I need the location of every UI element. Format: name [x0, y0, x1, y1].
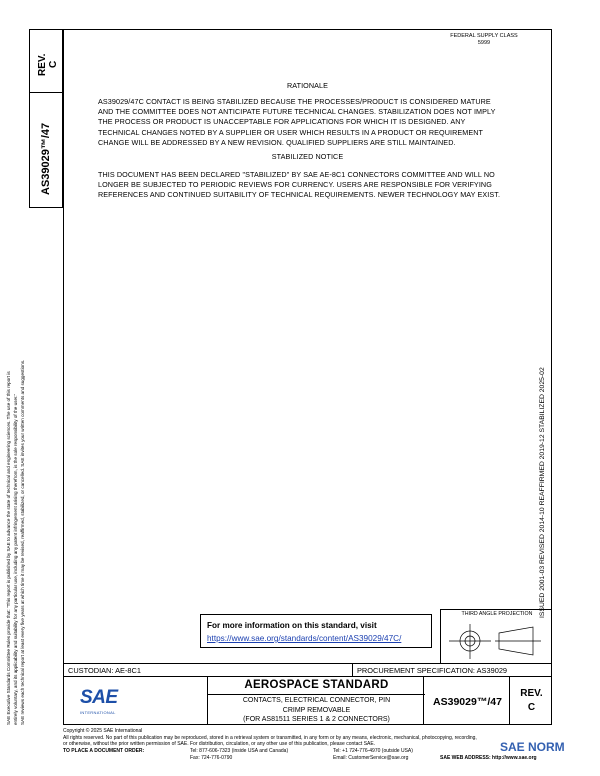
legal-notice-line-2: entirely voluntary, and its applicability and suitability for any particular use, including any patent infringement arising therefrom, is the sole responsibility of the user.": [13, 393, 18, 725]
rev-value: C: [527, 702, 536, 713]
fsc-value: 5999: [477, 40, 491, 46]
doc-number: AS39029™/47: [433, 696, 502, 708]
rights-text-1: All rights reserved. No part of this publication may be reproduced, stored in a retrieval system or transmitted, in any form or by any means, electronic, mechanical, photocopying, recording,: [63, 734, 477, 741]
rationale-line: TECHNICAL CHANGES NOTED BY A SUPPLIER OR USER WHICH RESULTS IN A PRODUCT OR REQUIREMENT: [98, 127, 484, 137]
title-cell: [207, 676, 424, 725]
tel-outside: Tel: +1 724-776-4970 (outside USA): [333, 748, 413, 754]
side-column: [29, 29, 63, 725]
legal-notice-line-1: SAE Executive Standards Committee Rules provide that: "This report is published by SAE to advance the state of technical and engineering sciences. The use of this report is: [6, 371, 11, 725]
legal-notice-line-3: SAE reviews each technical report at least every five years at which time it may be revised, reaffirmed, stabilized, or cancelled. SAE invites your written comments and suggestions.: [20, 359, 25, 725]
info-box-text: For more information on this standard, visit: [207, 621, 377, 630]
watermark: SAE NORM: [500, 740, 565, 754]
title-line: CONTACTS, ELECTRICAL CONNECTOR, PIN: [242, 697, 391, 704]
title-divider: [208, 694, 425, 695]
order-label: TO PLACE A DOCUMENT ORDER:: [63, 748, 145, 754]
procurement-text: PROCUREMENT SPECIFICATION: AS39029: [357, 666, 508, 675]
docnum-cell: [423, 676, 510, 725]
email[interactable]: Email: CustomerService@sae.org: [333, 755, 409, 761]
stabilized-heading: STABILIZED NOTICE: [271, 152, 344, 161]
projection-box: [440, 609, 552, 664]
sae-logo-sub: INTERNATIONAL: [80, 710, 116, 715]
stabilized-line: THIS DOCUMENT HAS BEEN DECLARED "STABILIZED" BY SAE AE-8C1 CONNECTORS COMMITTEE AND WILL NO: [98, 170, 495, 179]
stabilized-body: [98, 170, 538, 201]
sae-logo: SAE: [80, 687, 118, 708]
stabilized-line: LONGER BE SUBJECTED TO PERIODIC REVIEWS FOR CURRENCY. USERS ARE RESPONSIBLE FOR VERIFYING: [98, 180, 492, 190]
rationale-line: AND THE COMMITTEE DOES NOT ANTICIPATE FUTURE TECHNICAL CHANGES. STABILIZATION DOES NOT IMPLY: [98, 107, 496, 117]
projection-symbol-icon: [441, 619, 551, 663]
projection-label: THIRD ANGLE PROJECTION: [461, 611, 533, 617]
copyright-text: Copyright © 2025 SAE International: [63, 728, 143, 734]
side-doc-number: AS39029™/47: [40, 122, 52, 195]
document-title: [208, 696, 425, 725]
rights-text-2: or otherwise, without the prior written permission of SAE. For distribution, circulation, or any other use of this publication, please contact SAE.: [63, 741, 376, 748]
logo-cell: [63, 676, 208, 725]
rationale-heading: RATIONALE: [286, 81, 329, 90]
rationale-line: THE PROCESS OR PRODUCT IS UNACCEPTABLE FOR APPLICATIONS FOR WHICH IT IS DESIGNED. ANY: [98, 117, 466, 127]
rev-label: REV.: [520, 688, 543, 699]
rationale-line: CHANGE WILL BE ADDRESSED BY A NEW REVISION. QUALIFIED SUPPLIERS ARE STILL MAINTAINED.: [98, 137, 456, 147]
side-docnum-cell: [29, 92, 63, 208]
procurement-cell: [352, 663, 552, 677]
fax: Fax: 724-776-0790: [190, 755, 233, 761]
title-line: (FOR AS81511 SERIES 1 & 2 CONNECTORS): [243, 716, 390, 723]
footer: [63, 728, 563, 748]
stabilized-line: REFERENCES AND CONTINUED SUITABILITY OF TECHNICAL REQUIREMENTS. NEWER TECHNOLOGY MAY EXIST.: [98, 190, 501, 200]
revision-history: ISSUED 2001-03 REVISED 2014-10 REAFFIRMED 2019-12 STABILIZED 2025-02: [539, 367, 546, 618]
rationale-body: [98, 97, 538, 148]
rev-cell: [509, 676, 552, 725]
aerospace-standard-heading: AEROSPACE STANDARD: [244, 679, 389, 691]
custodian-text: CUSTODIAN: AE-8C1: [68, 666, 141, 675]
federal-supply-class: [430, 33, 538, 47]
custodian-cell: [63, 663, 353, 677]
fsc-label: FEDERAL SUPPLY CLASS: [450, 33, 518, 39]
side-rev-value: C: [48, 60, 59, 68]
side-rev-cell: [29, 29, 63, 93]
web-address[interactable]: SAE WEB ADDRESS: http://www.sae.org: [440, 755, 537, 761]
tel-inside: Tel: 877-606-7323 (inside USA and Canada): [190, 748, 289, 754]
info-box: [200, 614, 432, 648]
title-line: CRIMP REMOVABLE: [282, 706, 351, 714]
standard-link[interactable]: https://www.sae.org/standards/content/AS39029/47C/: [207, 634, 402, 643]
side-rev-label: REV.: [37, 53, 48, 76]
rationale-line: AS39029/47C CONTACT IS BEING STABILIZED BECAUSE THE PROCESSES/PRODUCT IS CONSIDERED MATURE: [98, 97, 491, 106]
